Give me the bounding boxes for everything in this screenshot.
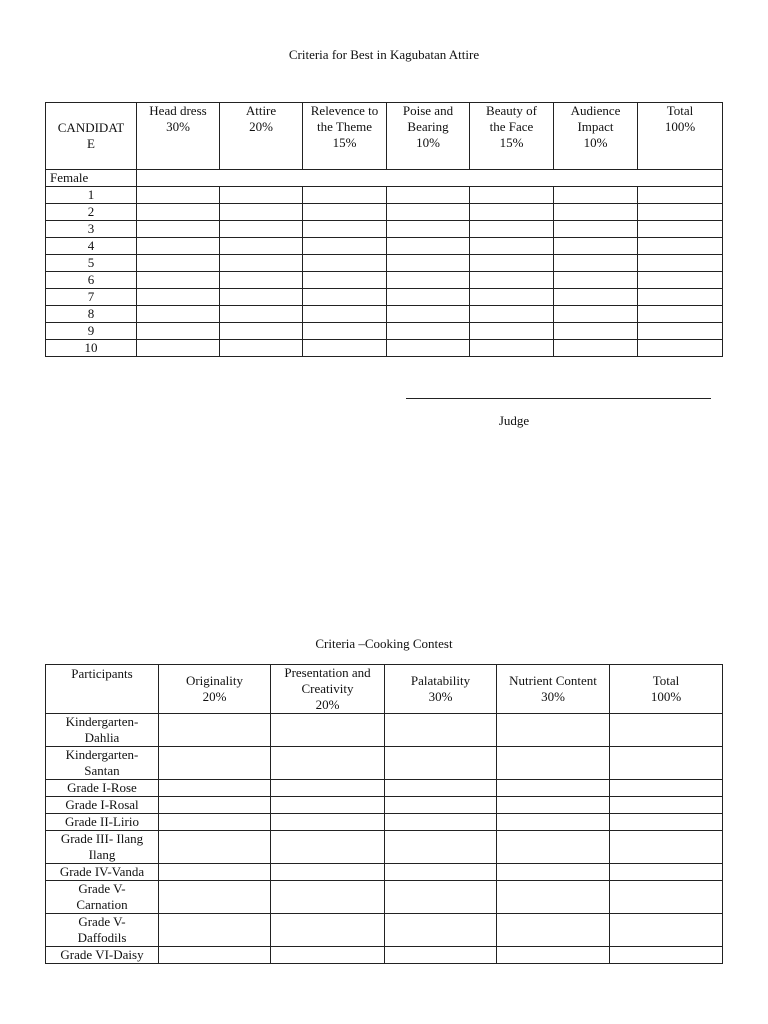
participant-name: Grade II-Lirio [46, 814, 159, 831]
participant-row [46, 914, 723, 947]
candidate-row [46, 255, 723, 272]
judge-label: Judge [498, 413, 530, 428]
candidate-number: 5 [46, 255, 137, 272]
header-originality: Originality 20% [159, 665, 271, 714]
score-cell [638, 289, 723, 306]
score-cell [497, 747, 610, 780]
header-total: Total 100% [610, 665, 723, 714]
candidate-row [46, 340, 723, 357]
score-cell [159, 864, 271, 881]
score-cell [638, 340, 723, 357]
score-cell [303, 187, 387, 204]
score-cell [470, 272, 554, 289]
score-cell [497, 814, 610, 831]
score-cell [638, 272, 723, 289]
score-cell [497, 780, 610, 797]
header-candidate: CANDIDAT E [46, 103, 137, 170]
participant-row [46, 797, 723, 814]
score-cell [610, 831, 723, 864]
score-cell [470, 238, 554, 255]
attire-header-row [46, 103, 723, 170]
score-cell [220, 272, 303, 289]
attire-criteria-table [45, 102, 723, 357]
score-cell [271, 714, 385, 747]
score-cell [220, 306, 303, 323]
score-cell [387, 204, 470, 221]
judge-signature-line [406, 398, 711, 399]
score-cell [554, 204, 638, 221]
score-cell [159, 914, 271, 947]
score-cell [220, 255, 303, 272]
score-cell [610, 914, 723, 947]
participant-row [46, 780, 723, 797]
candidate-number: 2 [46, 204, 137, 221]
header-attire: Attire 20% [220, 103, 303, 170]
score-cell [554, 221, 638, 238]
female-group-row [46, 170, 723, 187]
score-cell [271, 831, 385, 864]
participant-row [46, 831, 723, 864]
candidate-row [46, 272, 723, 289]
score-cell [220, 204, 303, 221]
score-cell [137, 306, 220, 323]
score-cell [159, 747, 271, 780]
score-cell [470, 306, 554, 323]
participant-name: Grade V-Carnation [46, 881, 159, 914]
candidate-number: 6 [46, 272, 137, 289]
score-cell [387, 306, 470, 323]
header-palatability: Palatability 30% [385, 665, 497, 714]
candidate-row [46, 187, 723, 204]
candidate-number: 8 [46, 306, 137, 323]
score-cell [271, 864, 385, 881]
score-cell [271, 881, 385, 914]
candidate-row [46, 289, 723, 306]
score-cell [159, 947, 271, 964]
score-cell [554, 340, 638, 357]
score-cell [220, 340, 303, 357]
participant-name: Grade I-Rose [46, 780, 159, 797]
score-cell [303, 289, 387, 306]
score-cell [638, 204, 723, 221]
header-participants: Participants [46, 665, 159, 714]
score-cell [497, 914, 610, 947]
score-cell [137, 323, 220, 340]
participant-name: Kindergarten-Santan [46, 747, 159, 780]
score-cell [387, 221, 470, 238]
header-nutrient-content: Nutrient Content 30% [497, 665, 610, 714]
candidate-row [46, 204, 723, 221]
candidate-number: 1 [46, 187, 137, 204]
score-cell [387, 255, 470, 272]
participant-name: Grade IV-Vanda [46, 864, 159, 881]
participant-row [46, 947, 723, 964]
score-cell [271, 780, 385, 797]
score-cell [610, 814, 723, 831]
candidate-number: 3 [46, 221, 137, 238]
score-cell [610, 780, 723, 797]
header-head-dress: Head dress 30% [137, 103, 220, 170]
cooking-header-row [46, 665, 723, 714]
score-cell [497, 947, 610, 964]
score-cell [470, 221, 554, 238]
score-cell [497, 864, 610, 881]
score-cell [137, 187, 220, 204]
score-cell [220, 323, 303, 340]
score-cell [385, 947, 497, 964]
header-poise: Poise and Bearing 10% [387, 103, 470, 170]
score-cell [159, 814, 271, 831]
score-cell [271, 747, 385, 780]
score-cell [554, 272, 638, 289]
score-cell [610, 947, 723, 964]
score-cell [159, 881, 271, 914]
participant-name: Kindergarten-Dahlia [46, 714, 159, 747]
header-presentation: Presentation and Creativity 20% [271, 665, 385, 714]
score-cell [470, 340, 554, 357]
attire-criteria-title: Criteria for Best in Kagubatan Attire [288, 47, 480, 62]
score-cell [385, 797, 497, 814]
score-cell [137, 255, 220, 272]
score-cell [385, 831, 497, 864]
header-total: Total 100% [638, 103, 723, 170]
female-group-cell [137, 170, 723, 187]
score-cell [303, 204, 387, 221]
score-cell [303, 255, 387, 272]
score-cell [497, 714, 610, 747]
score-cell [220, 238, 303, 255]
score-cell [385, 864, 497, 881]
cooking-criteria-title: Criteria –Cooking Contest [315, 636, 453, 651]
score-cell [554, 306, 638, 323]
score-cell [137, 289, 220, 306]
score-cell [470, 323, 554, 340]
score-cell [137, 221, 220, 238]
candidate-row [46, 306, 723, 323]
score-cell [220, 221, 303, 238]
participant-row [46, 814, 723, 831]
score-cell [470, 204, 554, 221]
score-cell [638, 306, 723, 323]
candidate-row [46, 221, 723, 238]
score-cell [554, 238, 638, 255]
score-cell [497, 797, 610, 814]
participant-name: Grade I-Rosal [46, 797, 159, 814]
score-cell [387, 340, 470, 357]
score-cell [385, 780, 497, 797]
participant-row [46, 714, 723, 747]
participant-row [46, 747, 723, 780]
score-cell [385, 914, 497, 947]
score-cell [387, 272, 470, 289]
score-cell [610, 714, 723, 747]
score-cell [303, 272, 387, 289]
participant-row [46, 881, 723, 914]
participant-row [46, 864, 723, 881]
score-cell [610, 747, 723, 780]
score-cell [638, 323, 723, 340]
score-cell [470, 187, 554, 204]
score-cell [385, 714, 497, 747]
score-cell [470, 255, 554, 272]
candidate-number: 9 [46, 323, 137, 340]
score-cell [220, 187, 303, 204]
score-cell [271, 814, 385, 831]
candidate-row [46, 323, 723, 340]
score-cell [387, 289, 470, 306]
score-cell [159, 831, 271, 864]
score-cell [303, 306, 387, 323]
candidate-row [46, 238, 723, 255]
score-cell [554, 255, 638, 272]
participant-name: Grade V-Daffodils [46, 914, 159, 947]
score-cell [385, 814, 497, 831]
score-cell [497, 881, 610, 914]
score-cell [638, 238, 723, 255]
score-cell [497, 831, 610, 864]
score-cell [387, 238, 470, 255]
participant-name: Grade VI-Daisy [46, 947, 159, 964]
score-cell [271, 947, 385, 964]
score-cell [303, 221, 387, 238]
score-cell [303, 340, 387, 357]
score-cell [638, 187, 723, 204]
header-beauty: Beauty of the Face 15% [470, 103, 554, 170]
score-cell [554, 289, 638, 306]
header-relevance: Relevence to the Theme 15% [303, 103, 387, 170]
score-cell [271, 914, 385, 947]
header-audience-impact: Audience Impact 10% [554, 103, 638, 170]
score-cell [159, 797, 271, 814]
score-cell [303, 323, 387, 340]
score-cell [470, 289, 554, 306]
score-cell [638, 221, 723, 238]
score-cell [387, 323, 470, 340]
score-cell [303, 238, 387, 255]
score-cell [137, 340, 220, 357]
score-cell [387, 187, 470, 204]
score-cell [610, 881, 723, 914]
score-cell [159, 714, 271, 747]
score-cell [554, 323, 638, 340]
score-cell [610, 797, 723, 814]
score-cell [638, 255, 723, 272]
score-cell [159, 780, 271, 797]
score-cell [220, 289, 303, 306]
score-cell [610, 864, 723, 881]
candidate-number: 10 [46, 340, 137, 357]
candidate-number: 7 [46, 289, 137, 306]
score-cell [271, 797, 385, 814]
score-cell [137, 238, 220, 255]
score-cell [385, 881, 497, 914]
score-cell [137, 204, 220, 221]
score-cell [137, 272, 220, 289]
candidate-number: 4 [46, 238, 137, 255]
participant-name: Grade III- Ilang Ilang [46, 831, 159, 864]
female-label: Female [46, 170, 137, 187]
score-cell [385, 747, 497, 780]
cooking-criteria-table [45, 664, 723, 964]
score-cell [554, 187, 638, 204]
